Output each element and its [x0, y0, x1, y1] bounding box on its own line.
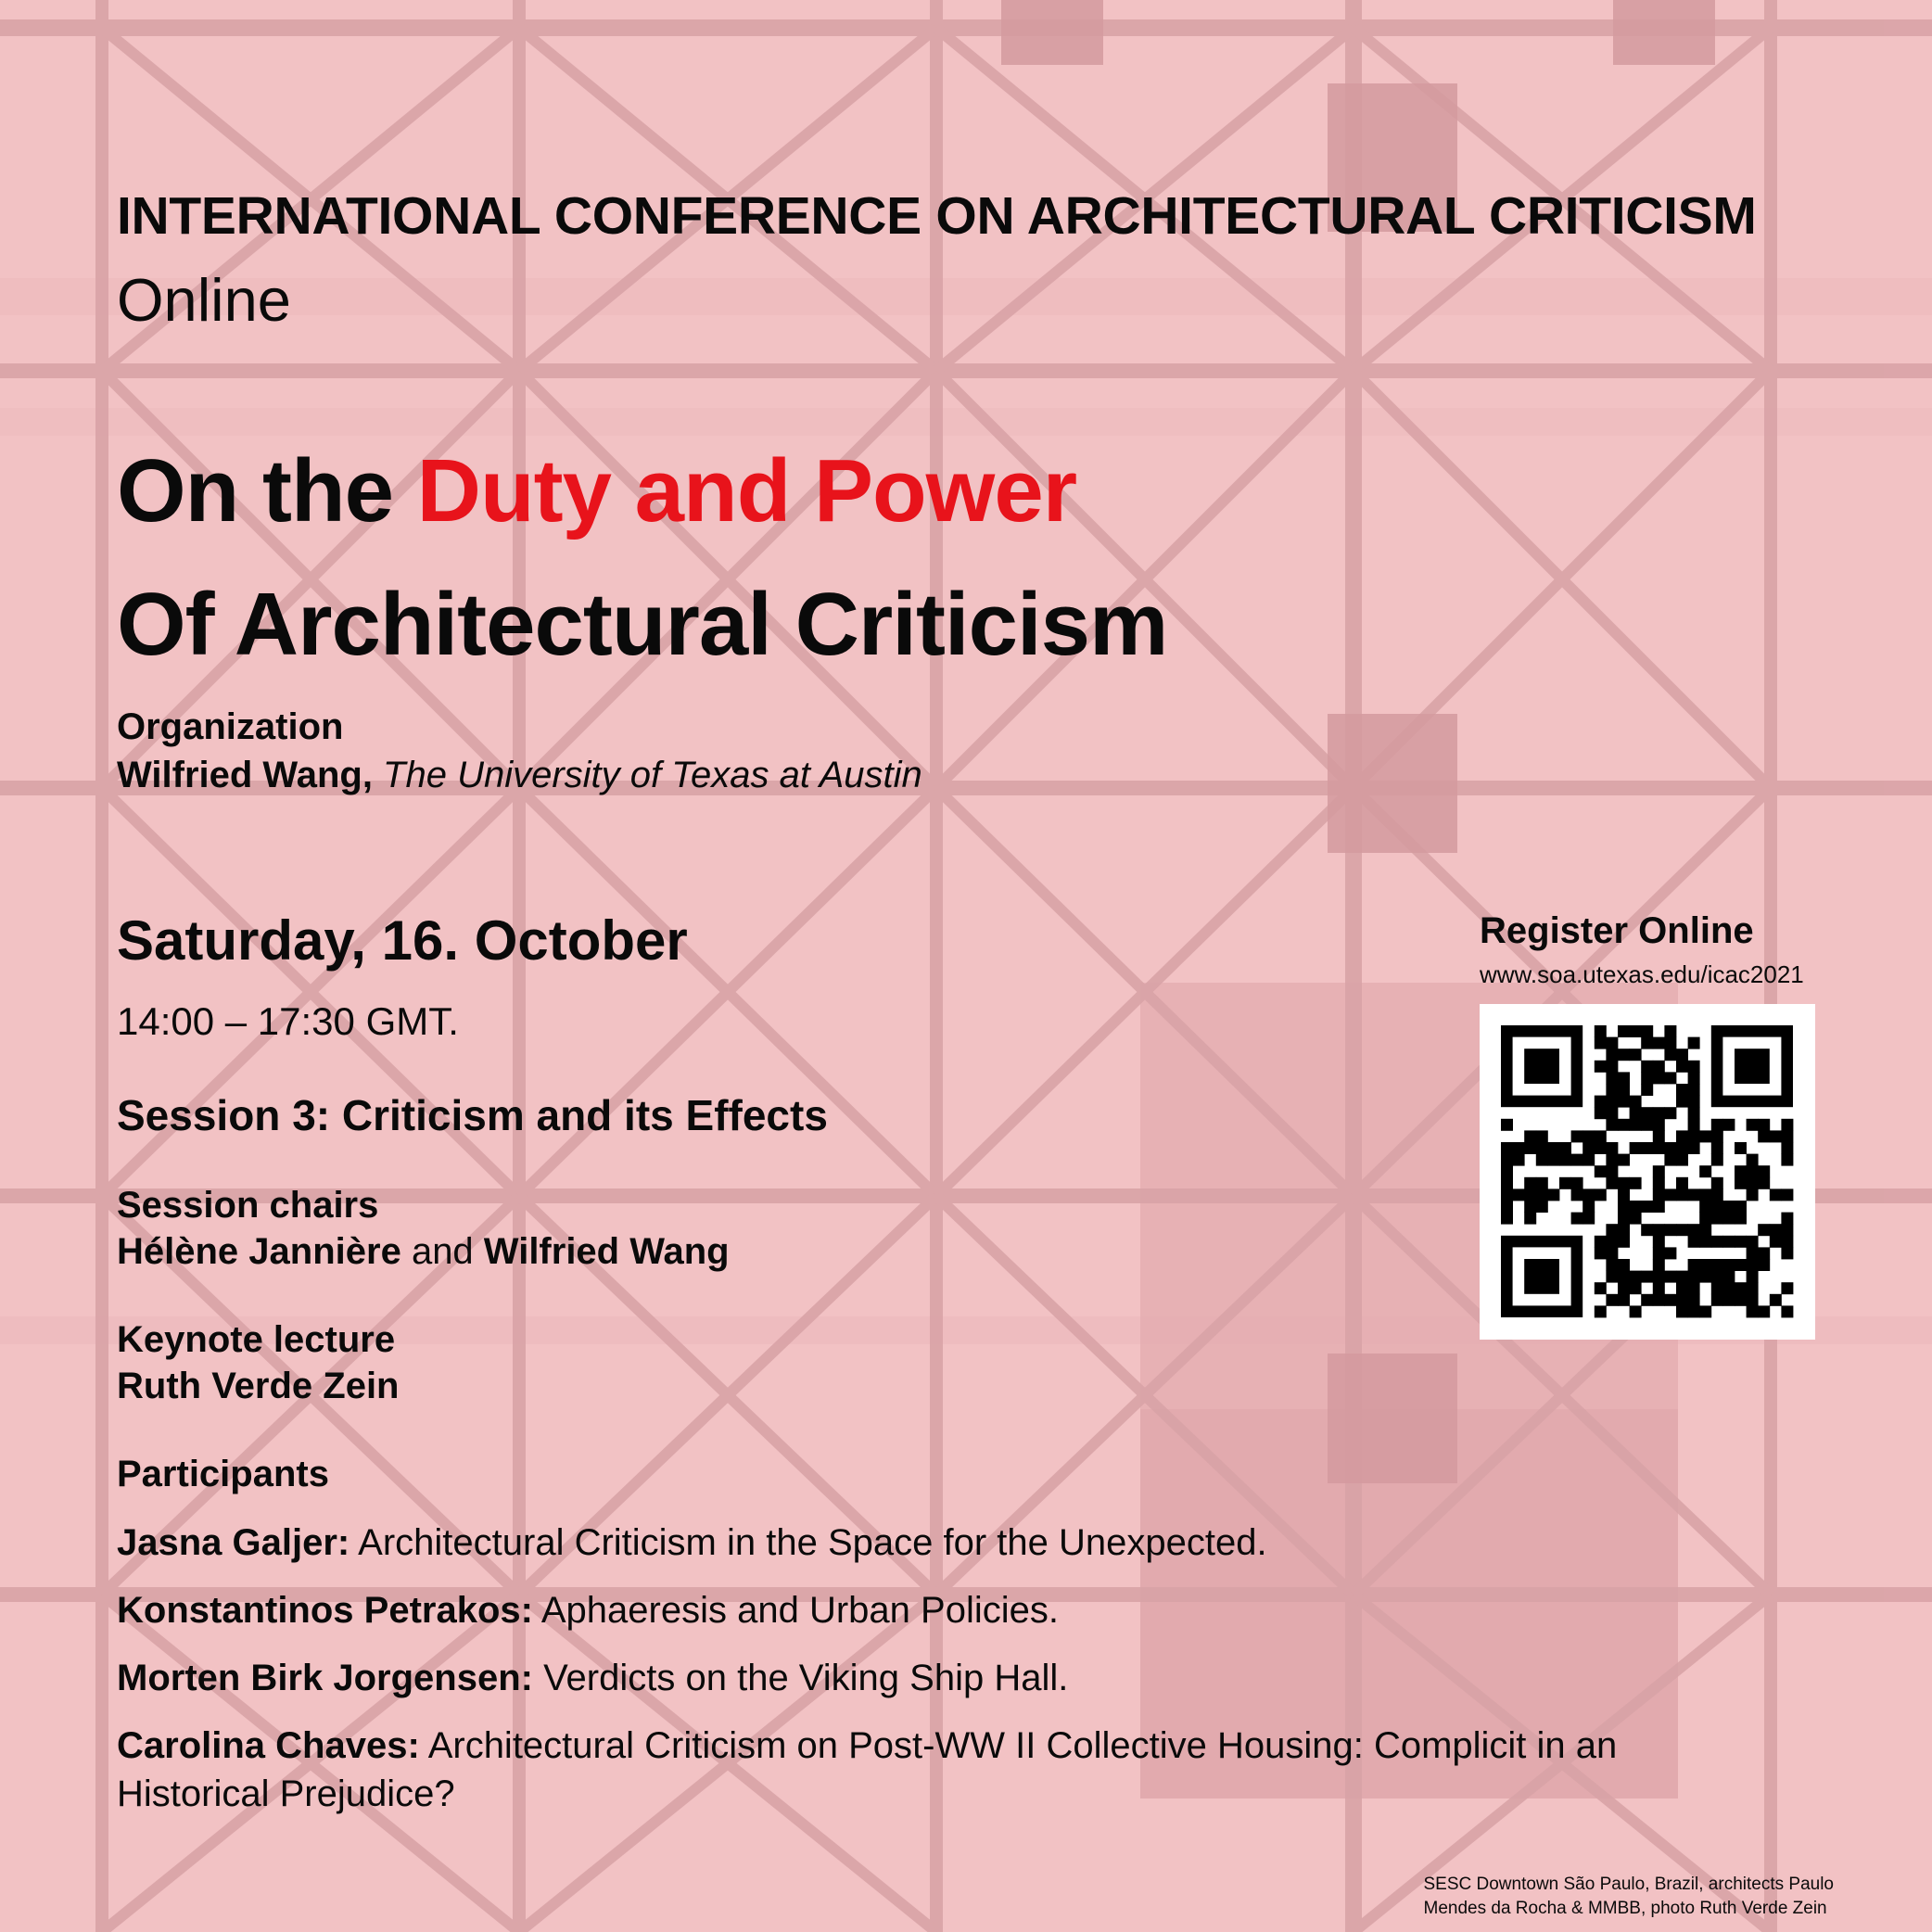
session-title: Session 3: Criticism and its Effects [117, 1091, 828, 1139]
participant-talk: Architectural Criticism in the Space for the Unexpected. [350, 1522, 1267, 1563]
photo-credit-line-2: Mendes da Rocha & MMBB, photo Ruth Verde Zein [1423, 1899, 1827, 1918]
organizer-name: Wilfried Wang [117, 755, 362, 795]
participant-name: Jasna Galjer: [117, 1522, 350, 1563]
participants-heading: Participants [117, 1454, 329, 1494]
conference-title: INTERNATIONAL CONFERENCE ON ARCHITECTURAL CRITICISM [117, 186, 1757, 246]
organizer-separator: , [362, 755, 384, 795]
chairs-conjunction: and [400, 1231, 484, 1272]
participant-talk: Verdicts on the Viking Ship Hall. [532, 1658, 1069, 1698]
qr-code[interactable] [1480, 1004, 1815, 1340]
title-prefix: On the [117, 441, 417, 540]
participant-talk: Aphaeresis and Urban Policies. [532, 1590, 1059, 1631]
qr-code-icon [1480, 1004, 1815, 1340]
event-date: Saturday, 16. October [117, 909, 688, 972]
event-mode: Online [117, 266, 291, 334]
participant-item [117, 1654, 1739, 1702]
main-title [117, 425, 1167, 692]
title-highlight: Duty and Power [416, 441, 1077, 540]
keynote-speaker: Ruth Verde Zein [117, 1366, 400, 1406]
session-chairs-line [117, 1231, 730, 1273]
participant-talk: Architectural Criticism on Post-WW II Collective Housing: Complicit in an Historical Prejudice? [117, 1725, 1618, 1814]
participant-item [117, 1586, 1739, 1634]
participant-name: Morten Birk Jorgensen: [117, 1658, 533, 1698]
photo-credit-line-1: SESC Downtown São Paulo, Brazil, architects Paulo [1423, 1875, 1834, 1894]
event-time: 14:00 – 17:30 GMT. [117, 999, 459, 1043]
register-heading: Register Online [1480, 910, 1754, 951]
chair-1: Hélène Jannière [117, 1231, 401, 1272]
organization-heading: Organization [117, 706, 344, 747]
title-line-2: Of Architectural Criticism [117, 575, 1168, 674]
keynote-heading: Keynote lecture [117, 1319, 396, 1360]
participant-name: Carolina Chaves: [117, 1725, 420, 1766]
participant-item [117, 1519, 1739, 1567]
chair-2: Wilfried Wang [483, 1231, 730, 1272]
participant-name: Konstantinos Petrakos: [117, 1590, 533, 1631]
photo-credit [1424, 1873, 1835, 1921]
participant-item [117, 1722, 1739, 1818]
organizer-institution: The University of Texas at Austin [383, 755, 922, 795]
organization-line [117, 755, 922, 796]
session-chairs-heading: Session chairs [117, 1185, 379, 1226]
register-url[interactable]: www.soa.utexas.edu/icac2021 [1480, 960, 1804, 988]
